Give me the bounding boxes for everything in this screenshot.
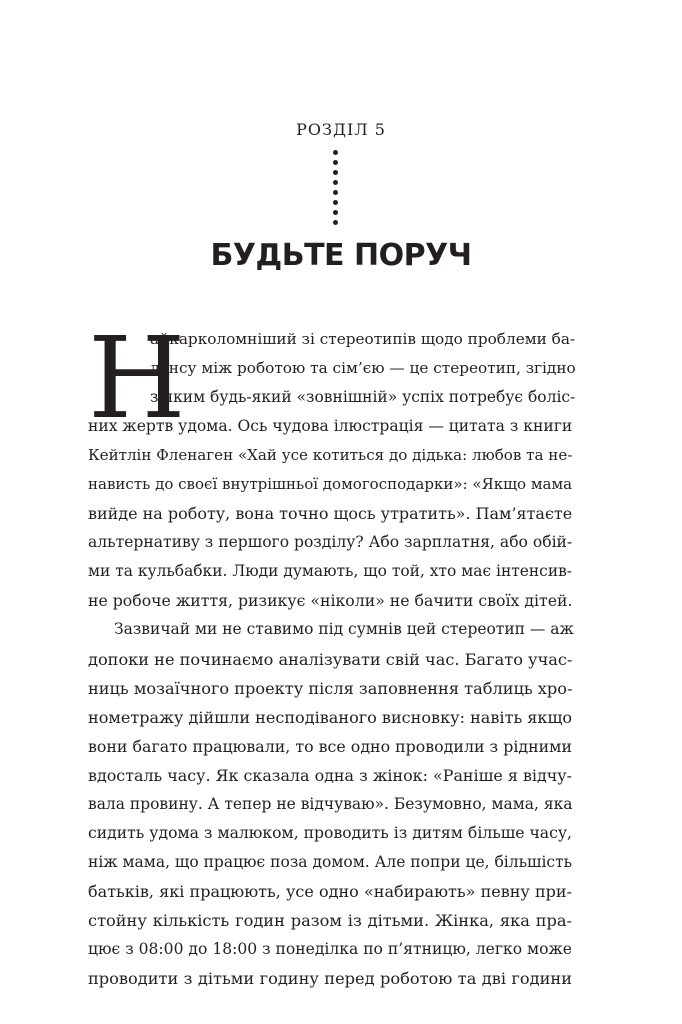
text-line: Зазвичай ми не ставимо під сумнів цей стереотип — аж <box>114 620 574 639</box>
divider-dot <box>333 160 338 165</box>
text-line: цює з 08:00 до 18:00 з понеділка по п’ятницю, легко може <box>88 939 572 958</box>
text-line: ниць мозаїчного проекту після заповнення таблиць хро- <box>88 678 573 698</box>
divider-dot <box>333 220 338 225</box>
divider-dot <box>333 150 338 155</box>
text-line: з яким будь-який «зовнішній» успіх потребує боліс- <box>150 388 576 407</box>
text-line: них жертв удома. Ось чудова ілюстрація — цитата з книги <box>88 417 573 436</box>
divider-dot <box>333 210 338 215</box>
text-line: не робоче життя, ризикує «ніколи» не бачити своїх дітей. <box>88 591 573 611</box>
text-line: батьків, які працюють, усе одно «набирають» певну при- <box>88 881 572 901</box>
text-line: айкарколомніший зі стереотипів щодо проблеми ба- <box>150 330 576 348</box>
drop-cap: Н <box>88 314 186 444</box>
divider-dot <box>333 180 338 185</box>
paragraph <box>88 314 576 615</box>
dotted-divider <box>333 150 339 230</box>
text-line: вдосталь часу. Як сказала одна з жінок: «Раніше я відчу- <box>88 765 572 785</box>
text-line: Кейтлін Фленаген «Хай усе котиться до дідька: любов та не- <box>88 446 573 465</box>
divider-dot <box>333 200 338 205</box>
divider-dot <box>333 190 338 195</box>
text-line: альтернативу з першого розділу? Або зарплатня, або обій- <box>88 533 573 552</box>
text-line: сидить удома з малюком, проводить із дитям більше часу, <box>88 823 572 842</box>
text-line: ми та кульбабки. Люди думають, що той, хто має інтенсив- <box>88 562 572 581</box>
text-line: лансу між роботою та сім’єю — це стереотип, згідно <box>150 359 576 378</box>
text-line: проводити з дітьми годину перед роботою та дві години <box>88 969 572 989</box>
text-line: ніж мама, що працює поза домом. Але попри це, більшість <box>88 852 573 871</box>
divider-dot <box>333 170 338 175</box>
chapter-title: БУДЬТЕ ПОРУЧ <box>210 238 472 273</box>
body-text <box>88 314 576 993</box>
chapter-label: РОЗДІЛ 5 <box>296 120 386 139</box>
text-line: нависть до своєї внутрішньої домогосподарки»: «Якщо мама <box>88 475 573 494</box>
text-line: допоки не починаємо аналізувати свій час. Багато учас- <box>88 649 573 669</box>
paragraph <box>88 615 572 993</box>
text-line: вала провину. А тепер не відчуваю». Безумовно, мама, яка <box>88 794 573 813</box>
text-line: вони багато працювали, то все одно проводили з рідними <box>88 736 572 756</box>
text-line: нометражу дійшли несподіваного висновку: навіть якщо <box>88 707 573 727</box>
text-line: вийде на роботу, вона точно щось утратить». Пам’ятаєте <box>88 504 573 524</box>
text-line: стойну кількість годин разом із дітьми. Жінка, яка пра- <box>88 910 572 930</box>
